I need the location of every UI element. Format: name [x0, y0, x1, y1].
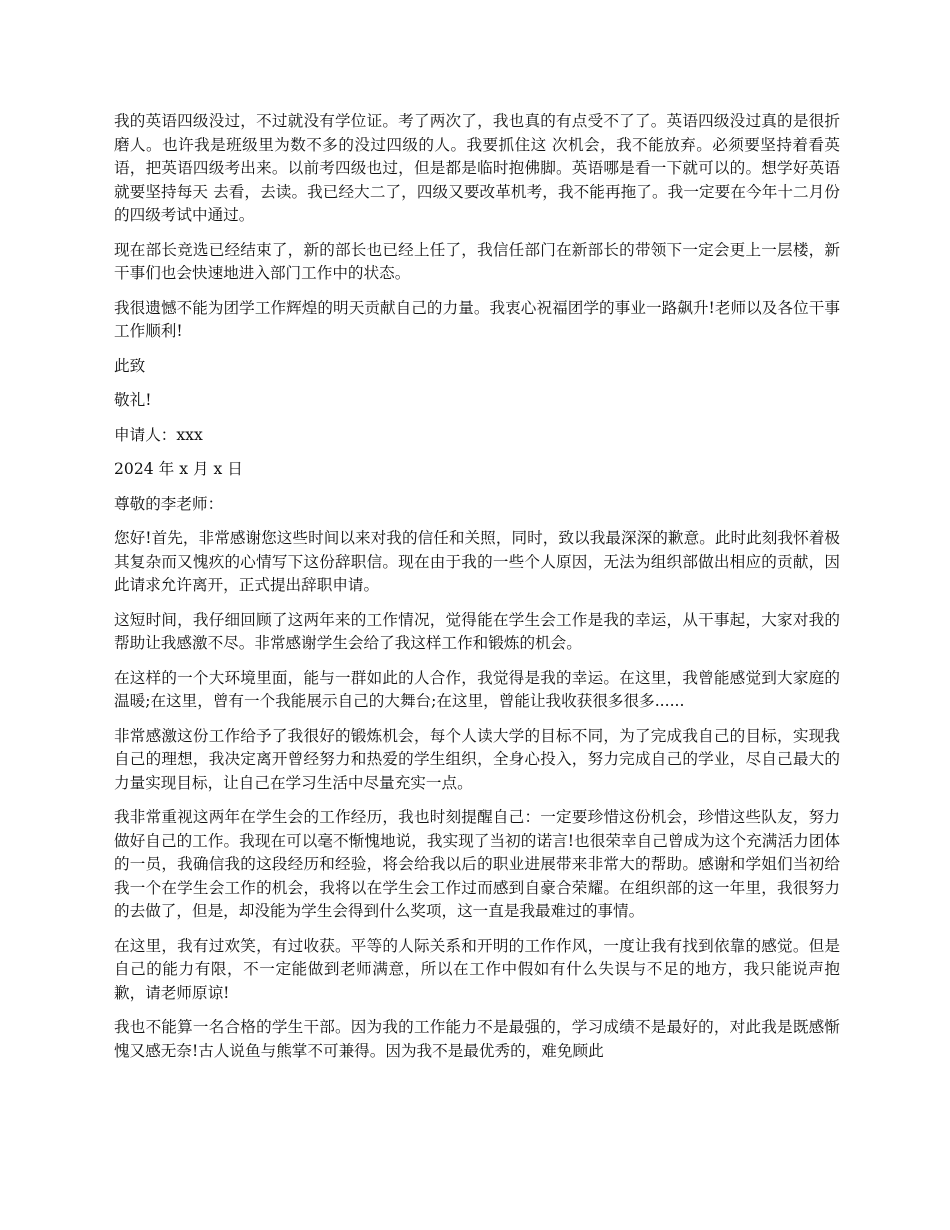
paragraph-experience: 我非常重视这两年在学生会的工作经历，我也时刻提醒自己：一定要珍惜这份机会，珍惜这些队友，努力做好自己的工作。我现在可以毫不惭愧地说，我实现了当初的诺言!也很荣幸自己曾成为这个充满活力团体的一员，我确信我的这段经历和经验，将会给我以后的职业进展带来非常大的帮助。感谢和学姐们当初给我一个在学生会工作的机会，我将以在学生会工作过而感到自豪合荣耀。在组织部的这一年里，我很努力的去做了，但是，却没能为学生会得到什么奖项，这一直是我最难过的事情。 [114, 808, 840, 920]
paragraph-goals: 非常感激这份工作给予了我很好的锻炼机会，每个人读大学的目标不同，为了完成我自己的目标，实现我自己的理想，我决定离开曾经努力和热爱的学生组织，全身心投入，努力完成自己的学业，尽自己最大的力量实现目标，让自己在学习生活中尽量充实一点。 [114, 726, 840, 792]
paragraph-new-minister: 现在部长竞选已经结束了，新的部长也已经上任了，我信任部门在新部长的带领下一定会更上一层楼，新干事们也会快速地进入部门工作中的状态。 [114, 240, 840, 282]
document-body [114, 110, 840, 1074]
closing-salutation: 此致 [114, 356, 146, 375]
paragraph-thanks-resignation: 您好!首先，非常感谢您这些时间以来对我的信任和关照，同时，致以我最深深的歉意。此时此刻我怀着极其复杂而又愧疚的心情写下这份辞职信。现在由于我的一些个人原因，无法为组织部做出相应的贡献，因此请求允许离开，正式提出辞职申请。 [114, 529, 840, 594]
letter-greeting: 尊敬的李老师： [114, 494, 224, 513]
letter-date: 2024 年 x 月 x 日 [114, 460, 243, 478]
applicant-signature: 申请人：xxx [114, 425, 203, 444]
paragraph-english-exam: 我的英语四级没过，不过就没有学位证。考了两次了，我也真的有点受不了了。英语四级没过真的是很折磨人。也许我是班级里为数不多的没过四级的人。我要抓住这 次机会，我不能放弃。必须要坚持着看英语，把英语四级考出来。以前考四级也过，但是都是临时抱佛脚。英语哪是看一下就可以的。想学好英语就要坚持每天 去看，去读。我已经大二了，四级又要改革机考，我不能再拖了。我一定要在今年十二月份的四级考试中通过。 [114, 112, 840, 224]
paragraph-laughter: 在这里，我有过欢笑，有过收获。平等的人际关系和开明的工作作风，一度让我有找到依靠的感觉。但是自己的能力有限，不一定能做到老师满意，所以在工作中假如有什么失误与不足的地方，我只能说声抱歉，请老师原谅! [114, 936, 840, 1002]
closing-regards: 敬礼! [114, 391, 152, 409]
paragraph-environment: 在这样的一个大环境里面，能与一群如此的人合作，我觉得是我的幸运。在这里，我曾能感觉到大家庭的温暖;在这里，曾有一个我能展示自己的大舞台;在这里，曾能让我收获很多很多...... [114, 668, 840, 710]
paragraph-regret: 我很遗憾不能为团学工作辉煌的明天贡献自己的力量。我衷心祝福团学的事业一路飙升!老师以及各位干事工作顺利! [114, 298, 840, 340]
paragraph-qualification: 我也不能算一名合格的学生干部。因为我的工作能力不是最强的，学习成绩不是最好的，对此我是既感惭愧又感无奈!古人说鱼与熊掌不可兼得。因为我不是最优秀的，难免顾此 [114, 1018, 840, 1060]
paragraph-review: 这短时间，我仔细回顾了这两年来的工作情况，觉得能在学生会工作是我的幸运，从干事起，大家对我的帮助让我感激不尽。非常感谢学生会给了我这样工作和锻炼的机会。 [114, 610, 840, 652]
